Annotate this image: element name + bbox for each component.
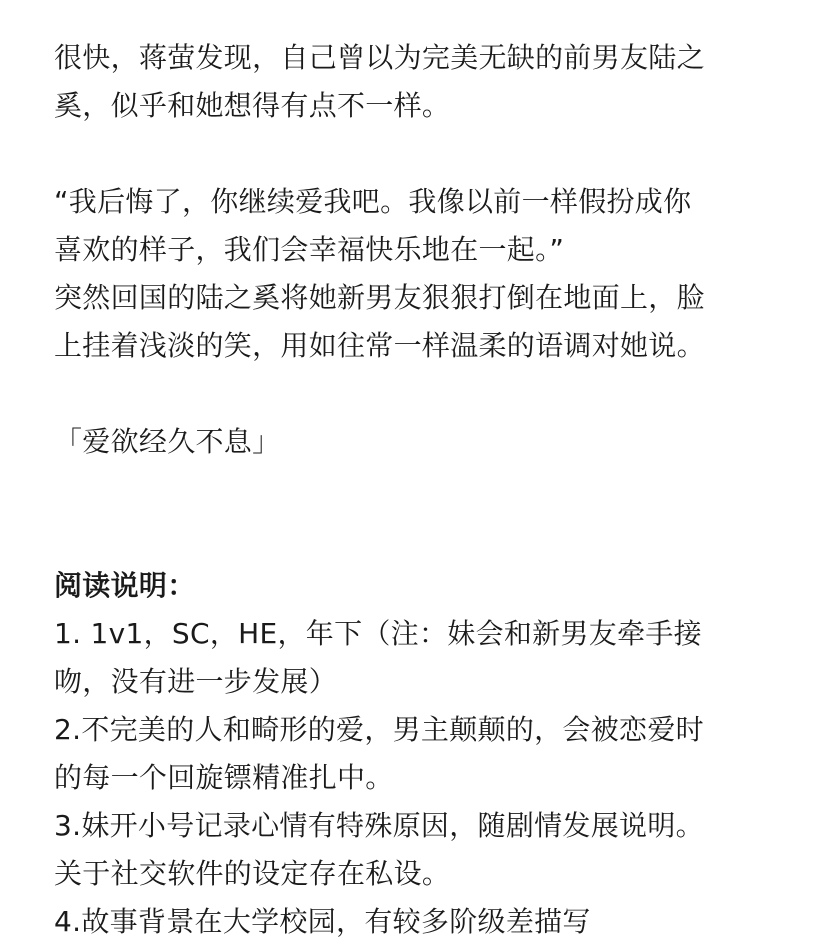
note-item-3-line-1: 3.妹开小号记录心情有特殊原因，随剧情发展说明。 — [54, 809, 704, 842]
narration-line-1: 突然回国的陆之奚将她新男友狠狠打倒在地面上，脸 — [54, 281, 705, 314]
quote-line-2: 喜欢的样子，我们会幸福快乐地在一起。” — [54, 233, 565, 266]
article-body — [54, 34, 794, 946]
note-item-4-line-1: 4.故事背景在大学校园，有较多阶级差描写 — [54, 905, 591, 938]
tagline — [54, 418, 794, 466]
quote-line-1: “我后悔了，你继续爱我吧。我像以前一样假扮成你 — [54, 185, 692, 218]
intro-line-2: 奚，似乎和她想得有点不一样。 — [54, 89, 451, 122]
intro-paragraph — [54, 34, 794, 130]
spacer — [54, 130, 794, 178]
spacer — [54, 370, 794, 418]
intro-line-1: 很快，蒋萤发现，自己曾以为完美无缺的前男友陆之 — [54, 41, 705, 74]
quote-paragraph — [54, 178, 794, 274]
note-item-1-line-1: 1. 1v1，SC，HE，年下（注：妹会和新男友牵手接 — [54, 617, 702, 650]
note-item-3-line-2: 关于社交软件的设定存在私设。 — [54, 857, 451, 890]
tagline-text: 「爱欲经久不息」 — [54, 425, 281, 458]
spacer — [54, 466, 794, 562]
note-item-2-line-2: 的每一个回旋镖精准扎中。 — [54, 761, 394, 794]
note-item-2-line-1: 2.不完美的人和畸形的爱，男主颠颠的，会被恋爱时 — [54, 713, 704, 746]
narration-paragraph — [54, 274, 794, 370]
narration-line-2: 上挂着浅淡的笑，用如往常一样温柔的语调对她说。 — [54, 329, 705, 362]
note-item-1-line-2: 吻，没有进一步发展） — [54, 665, 338, 698]
notes-heading: 阅读说明： — [54, 569, 196, 602]
reading-notes — [54, 562, 794, 946]
